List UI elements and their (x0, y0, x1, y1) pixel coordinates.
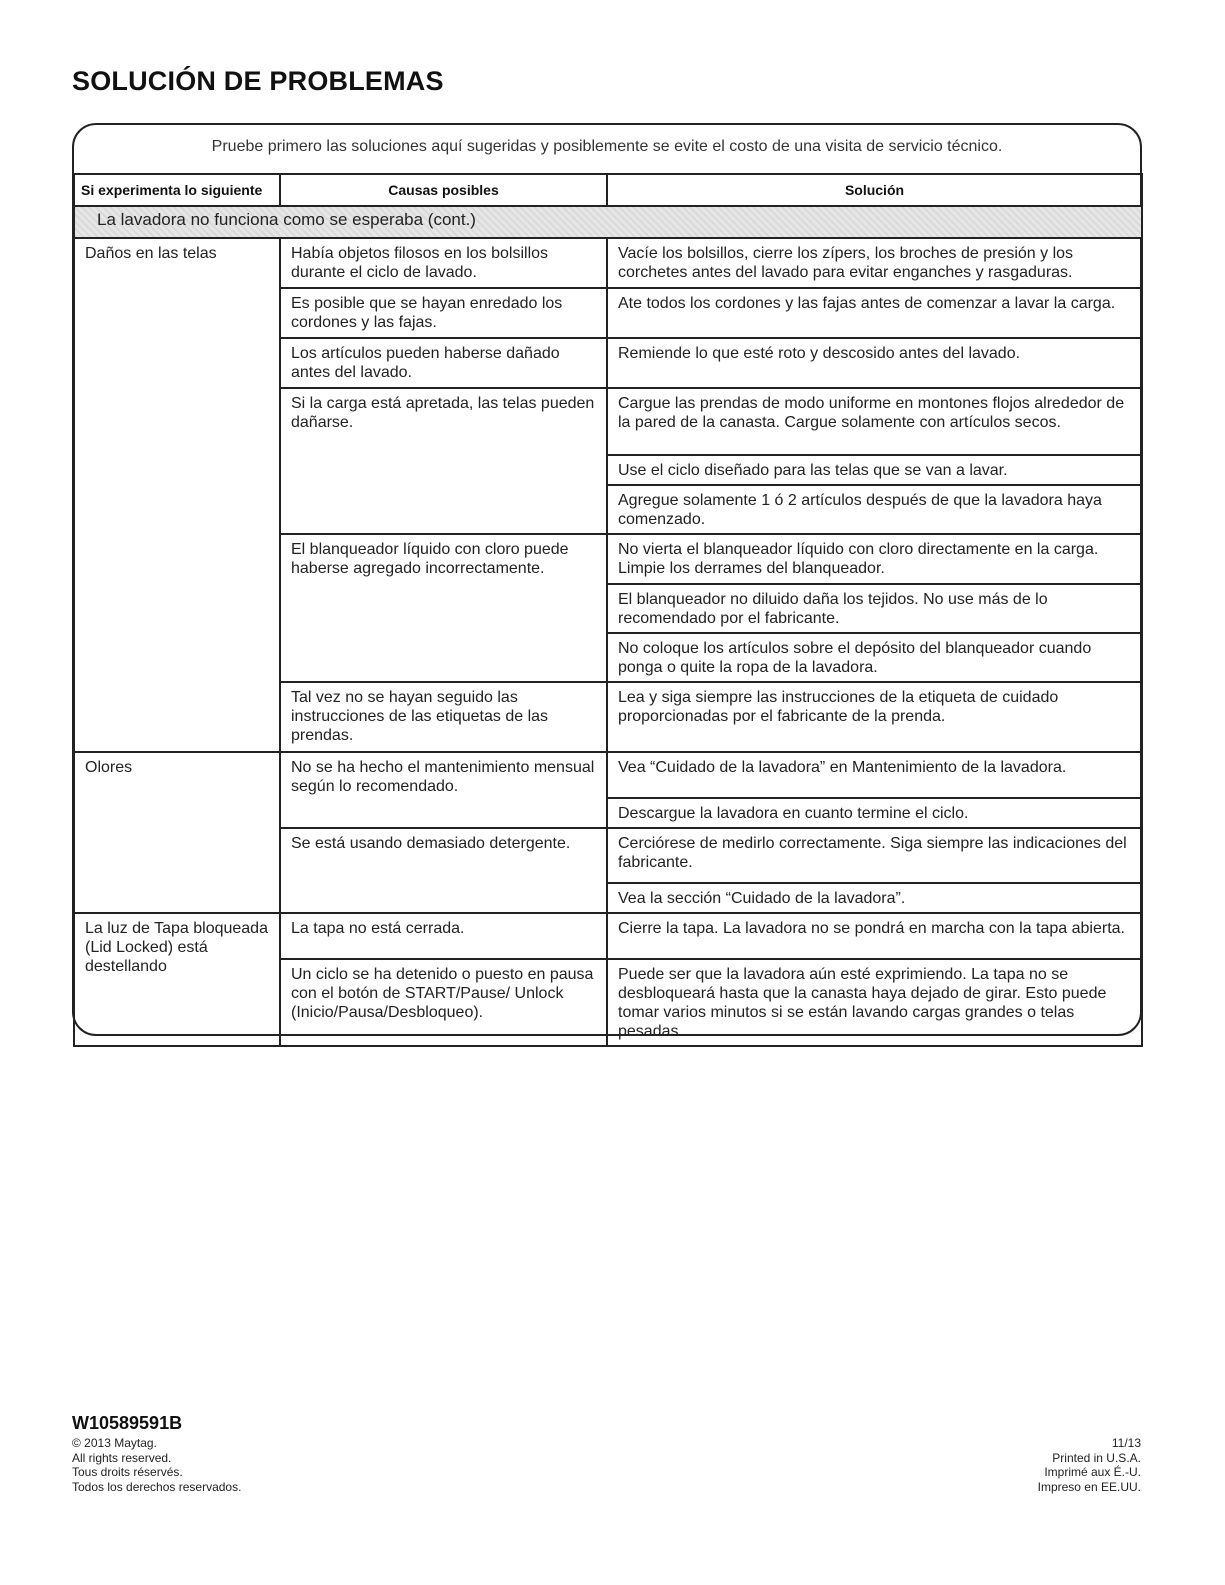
cause-cell: Si la carga está apretada, las telas pueden dañarse. (280, 388, 607, 534)
footer-line: Todos los derechos reservados. (72, 1479, 242, 1494)
footer-line: Tous droits réservés. (72, 1465, 183, 1479)
header-row (74, 174, 1142, 206)
solution-cell: Descargue la lavadora en cuanto termine el ciclo. (607, 798, 1142, 828)
section-heading: La lavadora no funciona como se esperaba (cont.) (74, 206, 1142, 238)
table-row (74, 913, 1142, 959)
solution-cell: Cerciórese de medirlo correctamente. Siga siempre las indicaciones del fabricante. (607, 828, 1142, 883)
problem-cell: Olores (74, 752, 280, 913)
solution-cell: Remiende lo que esté roto y descosido antes del lavado. (607, 338, 1142, 388)
solution-cell: No vierta el blanqueador líquido con cloro directamente en la carga. Limpie los derrames del blanqueador. (607, 534, 1142, 584)
footer-line: All rights reserved. (72, 1450, 172, 1465)
solution-cell: El blanqueador no diluido daña los tejidos. No use más de lo recomendado por el fabricante. (607, 584, 1142, 633)
intro-text: Pruebe primero las soluciones aquí sugeridas y posiblemente se evite el costo de una visita de servicio técnico. (211, 138, 1003, 155)
footer-line: Impreso en EE.UU. (1037, 1479, 1141, 1494)
section-row (74, 206, 1142, 238)
table-row (74, 752, 1142, 798)
solution-cell: Ate todos los cordones y las fajas antes de comenzar a lavar la carga. (607, 288, 1142, 338)
footer-line: Imprimé aux É.-U. (1044, 1465, 1141, 1479)
document-number: W10589591B (72, 1413, 183, 1433)
troubleshooting-table (73, 173, 1143, 1047)
solution-cell: Use el ciclo diseñado para las telas que se van a lavar. (607, 455, 1142, 485)
cause-cell: Había objetos filosos en los bolsillos durante el ciclo de lavado. (280, 238, 607, 288)
problem-cell: La luz de Tapa bloqueada (Lid Locked) está destellando (74, 913, 280, 1046)
solution-cell: No coloque los artículos sobre el depósito del blanqueador cuando ponga o quite la ropa de la lavadora. (607, 633, 1142, 682)
solution-cell: Cierre la tapa. La lavadora no se pondrá en marcha con la tapa abierta. (607, 913, 1142, 959)
column-header-causes: Causas posibles (280, 174, 607, 206)
cause-cell: No se ha hecho el mantenimiento mensual según lo recomendado. (280, 752, 607, 828)
column-header-solution: Solución (607, 174, 1142, 206)
solution-cell: Vacíe los bolsillos, cierre los zípers, los broches de presión y los corchetes antes del lavado para evitar enganches y rasgaduras. (607, 238, 1142, 288)
solution-cell: Cargue las prendas de modo uniforme en montones flojos alrededor de la pared de la canasta. Cargue solamente con artículos secos. (607, 388, 1142, 455)
cause-cell: La tapa no está cerrada. (280, 913, 607, 959)
footer-line: 11/13 (1111, 1436, 1141, 1450)
footer-line: © 2013 Maytag. (72, 1436, 157, 1450)
problem-cell: Daños en las telas (74, 238, 280, 752)
cause-cell: Es posible que se hayan enredado los cordones y las fajas. (280, 288, 607, 338)
column-header-problem: Si experimenta lo siguiente (74, 174, 280, 206)
cause-cell: Un ciclo se ha detenido o puesto en pausa con el botón de START/Pause/ Unlock (Inicio/Pausa/Desbloqueo). (280, 959, 607, 1046)
page-title: SOLUCIÓN DE PROBLEMAS (72, 66, 444, 96)
footer-print-info (1038, 1436, 1141, 1494)
solution-cell: Agregue solamente 1 ó 2 artículos después de que la lavadora haya comenzado. (607, 485, 1142, 534)
cause-cell: El blanqueador líquido con cloro puede haberse agregado incorrectamente. (280, 534, 607, 682)
solution-cell: Puede ser que la lavadora aún esté exprimiendo. La tapa no se desbloqueará hasta que la canasta haya dejado de girar. Esto puede tomar varios minutos si se están lavando cargas grandes o telas pesadas. (607, 959, 1142, 1046)
cause-cell: Tal vez no se hayan seguido las instrucciones de las etiquetas de las prendas. (280, 682, 607, 752)
table-row (74, 238, 1142, 288)
solution-cell: Vea la sección “Cuidado de la lavadora”. (607, 883, 1142, 913)
cause-cell: Se está usando demasiado detergente. (280, 828, 607, 913)
solution-cell: Vea “Cuidado de la lavadora” en Mantenimiento de la lavadora. (607, 752, 1142, 798)
footer-copyright (72, 1436, 241, 1494)
solution-cell: Lea y siga siempre las instrucciones de la etiqueta de cuidado proporcionadas por el fabricante de la prenda. (607, 682, 1142, 752)
footer-line: Printed in U.S.A. (1052, 1450, 1141, 1465)
cause-cell: Los artículos pueden haberse dañado antes del lavado. (280, 338, 607, 388)
